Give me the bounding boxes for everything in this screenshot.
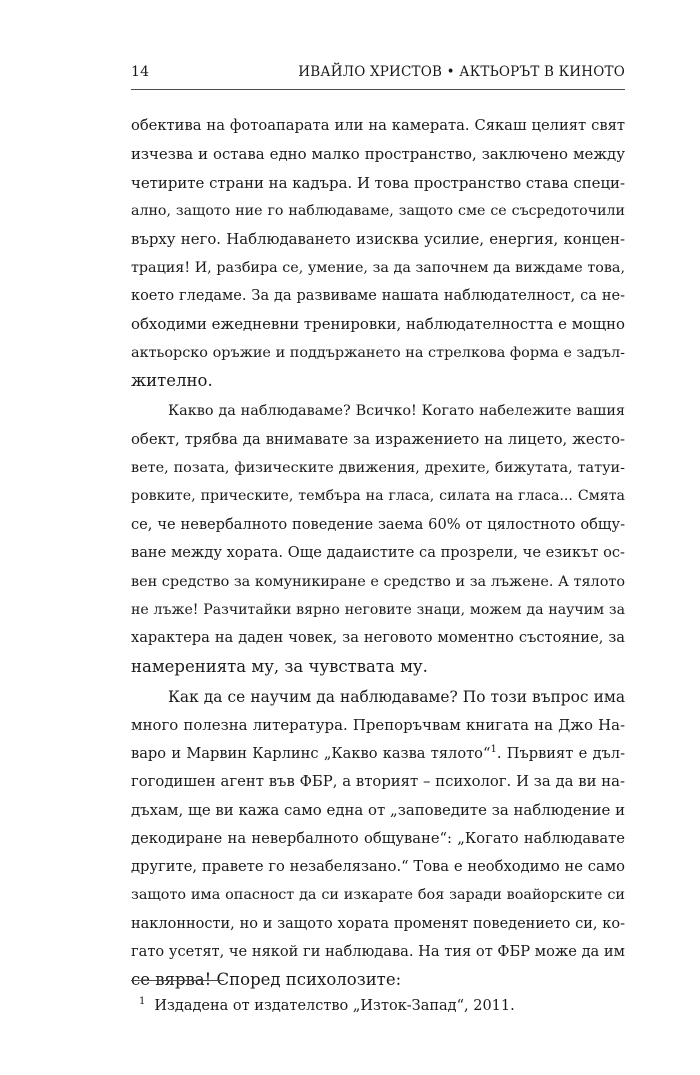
text-line: се вярва! Според психолозите: [131,970,402,990]
text-segment: варо и Марвин Карлинс „Какво казва тялото“ [131,744,491,762]
text-line: актьорско оръжие и поддържането на стрелкова форма е задъл- [131,344,625,361]
text-line: изчезва и остава едно малко пространство, заключено между [131,145,625,164]
body-text [131,112,625,995]
text-line: декодиране на невербалното общуване“: „Когато наблюдавате [131,829,625,847]
footnote-rule [131,980,224,981]
text-line: намеренията му, за чувствата му. [131,656,428,676]
text-line: защото има опасност да си изкарате боя заради воайорските си [131,887,625,904]
text-line: характера на даден човек, за неговото моментно състояние, за [131,629,625,647]
text-line-with-footnote [131,740,625,768]
text-line: жително. [131,371,213,391]
text-line: вен средство за комуникиране е средство и за лъжене. А тялото [131,573,625,590]
text-line: ване между хората. Още дадаистите са прозрели, че езикът ос- [131,544,625,562]
running-title: ИВАЙЛО ХРИСТОВ • АКТЬОРЪТ В КИНОТО [298,64,625,80]
text-line: Как да се научим да наблюдаваме? По този въпрос има [168,687,625,706]
text-line: гогодишен агент във ФБР, а вторият – психолог. И за да ви на- [131,772,625,790]
text-line: обектива на фотоапарата или на камерата. Сякаш целият свят [131,117,625,134]
text-line: което гледаме. За да развиваме нашата наблюдателност, са не- [131,288,625,305]
text-line: вете, позата, физическите движения, дрехите, бижутата, татуи- [131,460,625,477]
text-line: Какво да наблюдаваме? Всичко! Когато набележите вашия [168,403,625,420]
text-line: другите, правете го незабелязано.“ Това е необходимо не само [131,857,625,875]
text-line: гато усетят, че някой ги наблюдава. На тия от ФБР може да им [131,942,625,960]
text-segment: . Първият е дъл- [496,744,626,762]
footnote-reference[interactable]: 1 [490,743,497,755]
text-line: ровките, прическите, тембъра на гласа, силата на гласа... Смята [131,488,625,505]
text-line: дъхам, ще ви кажа само една от „заповедите за наблюдение и [131,801,625,820]
text-line: четирите страни на кадъра. И това пространство става специ- [131,173,625,192]
text-line: трация! И, разбира се, умение, за да започнем да виждаме това, [131,259,625,276]
footnote-mark: 1 [139,996,146,1007]
footnote [131,996,625,1016]
text-line: обект, трябва да внимавате за изражението на лицето, жесто- [131,430,625,448]
page-number: 14 [131,64,150,80]
text-line: много полезна литература. Препоръчвам книгата на Джо На- [131,716,625,735]
text-line: обходими ежедневни тренировки, наблюдателността е мощно [131,315,625,334]
header-rule [131,89,625,90]
text-line: се, че невербалното поведение заема 60% от цялостното общу- [131,515,625,533]
footnote-text: Издадена от издателство „Изток-Запад“, 2011. [154,998,515,1014]
running-header [131,64,625,86]
text-line: върху него. Наблюдаването изисква усилие, енергия, концен- [131,230,625,249]
text-line: наклонности, но и защото хората променят поведението си, ко- [131,915,625,932]
text-line: не лъже! Разчитайки вярно неговите знаци, можем да научим за [131,601,625,618]
text-line: ално, защото ние го наблюдаваме, защото сме се съсредоточили [131,203,625,220]
